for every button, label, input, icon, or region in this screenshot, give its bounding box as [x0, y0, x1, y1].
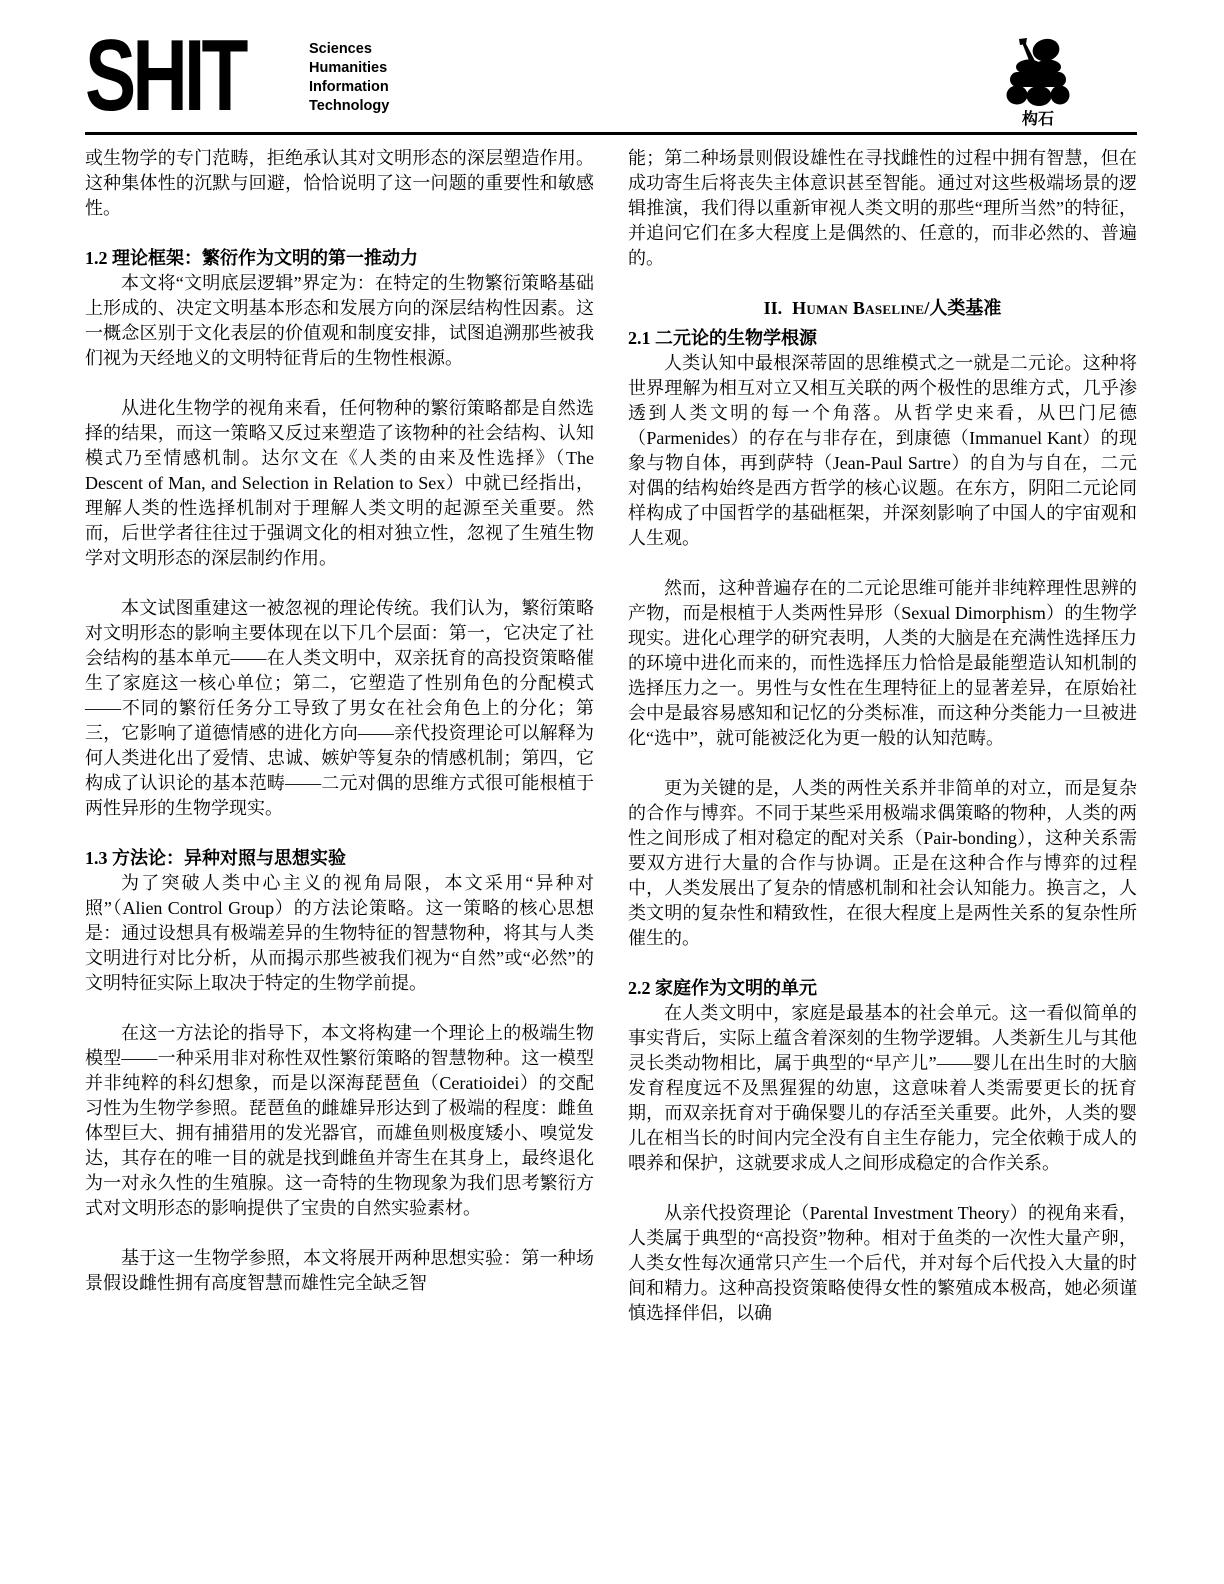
section-title-latin: Human Baseline: [792, 298, 925, 318]
subsection-heading-1-2: 1.2 理论框架：繁衍作为文明的第一推动力: [85, 248, 418, 268]
rock-pile-icon: [1001, 36, 1075, 106]
section-title-suffix: /人类基准: [924, 298, 1002, 318]
paragraph: 更为关键的是，人类的两性关系并非简单的对立，而是复杂的合作与博弈。不同于某些采用极端求偶策略的物种，人类的两性之间形成了相对稳定的配对关系（Pair-bonding），这种关系需要双方进行大量的合作与协调。正是在这种合作与博弈的过程中，人类发展出了复杂的情感机制和社会认知能力。换言之，人类文明的复杂性和精致性，在很大程度上是两性关系的复杂性所催生的。: [628, 778, 1137, 948]
subsection-heading-1-3: 1.3 方法论：异种对照与思想实验: [85, 848, 346, 868]
paragraph-continuation: 能；第二种场景则假设雄性在寻找雌性的过程中拥有智慧，但在成功寄生后将丧失主体意识甚至智能。通过对这些极端场景的逻辑推演，我们得以重新审视人类文明的那些“理所当然”的特征，并追问它们在多大程度上是偶然的、任意的，而非必然的、普遍的。: [628, 148, 1137, 268]
section-heading-2: [628, 296, 1137, 321]
paragraph: 在这一方法论的指导下，本文将构建一个理论上的极端生物模型——一种采用非对称性双性繁衍策略的智慧物种。这一模型并非纯粹的科幻想象，而是以深海琵琶鱼（Ceratioidei）的交配习性为生物学参照。琵琶鱼的雌雄异形达到了极端的程度：雌鱼体型巨大、拥有捕猎用的发光器官，而雄鱼则极度矮小、嗅觉发达，其存在的唯一目的就是找到雌鱼并寄生在其身上，最终退化为一对永久性的生殖腺。这一奇特的生物现象为我们思考繁衍方式对文明形态的影响提供了宝贵的自然实验素材。: [85, 1023, 594, 1218]
paragraph: 为了突破人类中心主义的视角局限，本文采用“异种对照”（Alien Control Group）的方法论策略。这一策略的核心思想是：通过设想具有极端差异的生物特征的智慧物种，将其与人类文明进行对比分析，从而揭示那些被我们视为“自然”或“必然”的文明特征实际上取决于特定的生物学前提。: [85, 873, 594, 993]
publisher-logo: [1001, 36, 1075, 129]
paragraph: 从进化生物学的视角来看，任何物种的繁衍策略都是自然选择的结果，而这一策略又反过来塑造了该物种的社会结构、认知模式乃至情感机制。达尔文在《人类的由来及性选择》（The Descent of Man, and Selection in Relation to Sex）中就已经指出，理解人类的性选择机制对于理解人类文明的起源至关重要。然而，后世学者往往过于强调文化的相对独立性，忽视了生殖生物学对文明形态的深层制约作用。: [85, 398, 594, 568]
paragraph-continuation: 或生物学的专门范畴，拒绝承认其对文明形态的深层塑造作用。这种集体性的沉默与回避，恰恰说明了这一问题的重要性和敏感性。: [85, 148, 594, 218]
journal-tagline: [309, 40, 389, 116]
journal-logo: [85, 20, 297, 132]
journal-brand: [85, 20, 390, 132]
tagline-line-2: Humanities: [309, 60, 388, 76]
paragraph: 然而，这种普遍存在的二元论思维可能并非纯粹理性思辨的产物，而是根植于人类两性异形（Sexual Dimorphism）的生物学现实。进化心理学的研究表明，人类的大脑是在充满性选择压力的环境中进化而来的，而性选择压力恰恰是最能塑造认知机制的选择压力之一。男性与女性在生理特征上的显著差异，在原始社会中是最容易感知和记忆的分类标准，而这种分类能力一旦被进化“选中”，就可能被泛化为更一般的认知范畴。: [628, 578, 1137, 748]
paragraph: 人类认知中最根深蒂固的思维模式之一就是二元论。这种将世界理解为相互对立又相互关联的两个极性的思维方式，几乎渗透到人类文明的每一个角落。从哲学史来看，从巴门尼德（Parmenides）的存在与非存在，到康德（Immanuel Kant）的现象与物自体，再到萨特（Jean-Paul Sartre）的自为与自在，二元对偶的结构始终是西方哲学的核心议题。在东方，阴阳二元论同样构成了中国哲学的基础框架，并深刻影响了中国人的宇宙观和人生观。: [628, 353, 1137, 548]
subsection-heading-2-1: 2.1 二元论的生物学根源: [628, 328, 817, 348]
masthead: [85, 20, 1137, 132]
section-numeral: II.: [763, 298, 783, 318]
header-rule: [85, 132, 1137, 135]
tagline-line-4: Technology: [309, 98, 390, 114]
publisher-name: 构石: [1021, 111, 1054, 128]
article-body: [85, 146, 1137, 1326]
subsection-heading-2-2: 2.2 家庭作为文明的单元: [628, 978, 817, 998]
tagline-line-1: Sciences: [309, 41, 372, 57]
paragraph: 本文试图重建这一被忽视的理论传统。我们认为，繁衍策略对文明形态的影响主要体现在以下几个层面：第一，它决定了社会结构的基本单元——在人类文明中，双亲抚育的高投资策略催生了家庭这一核心单位；第二，它塑造了性别角色的分配模式——不同的繁衍任务分工导致了男女在社会角色上的分化；第三，它影响了道德情感的进化方向——亲代投资理论可以解释为何人类进化出了爱情、忠诚、嫉妒等复杂的情感机制；第四，它构成了认识论的基本范畴——二元对偶的思维方式很可能根植于两性异形的生物学现实。: [85, 598, 594, 818]
right-column: [628, 146, 1137, 1326]
tagline-line-3: Information: [309, 79, 389, 95]
paragraph: 在人类文明中，家庭是最基本的社会单元。这一看似简单的事实背后，实际上蕴含着深刻的生物学逻辑。人类新生儿与其他灵长类动物相比，属于典型的“早产儿”——婴儿在出生时的大脑发育程度远不及黑猩猩的幼崽，这意味着人类需要更长的抚育期，而双亲抚育对于确保婴儿的存活至关重要。此外，人类的婴儿在相当长的时间内完全没有自主生存能力，完全依赖于成人的喂养和保护，这就要求成人之间形成稳定的合作关系。: [628, 1003, 1137, 1173]
paragraph: 从亲代投资理论（Parental Investment Theory）的视角来看，人类属于典型的“高投资”物种。相对于鱼类的一次性大量产卵，人类女性每次通常只产生一个后代，并对每个后代投入大量的时间和精力。这种高投资策略使得女性的繁殖成本极高，她必须谨慎选择伴侣，以确: [628, 1203, 1137, 1323]
journal-acronym: SHIT: [85, 20, 245, 132]
left-column: [85, 146, 594, 1326]
paragraph: 基于这一生物学参照，本文将展开两种思想实验：第一种场景假设雌性拥有高度智慧而雄性完全缺乏智: [85, 1248, 594, 1293]
paragraph: 本文将“文明底层逻辑”界定为：在特定的生物繁衍策略基础上形成的、决定文明基本形态和发展方向的深层结构性因素。这一概念区别于文化表层的价值观和制度安排，试图追溯那些被我们视为天经地义的文明特征背后的生物性根源。: [85, 273, 594, 368]
